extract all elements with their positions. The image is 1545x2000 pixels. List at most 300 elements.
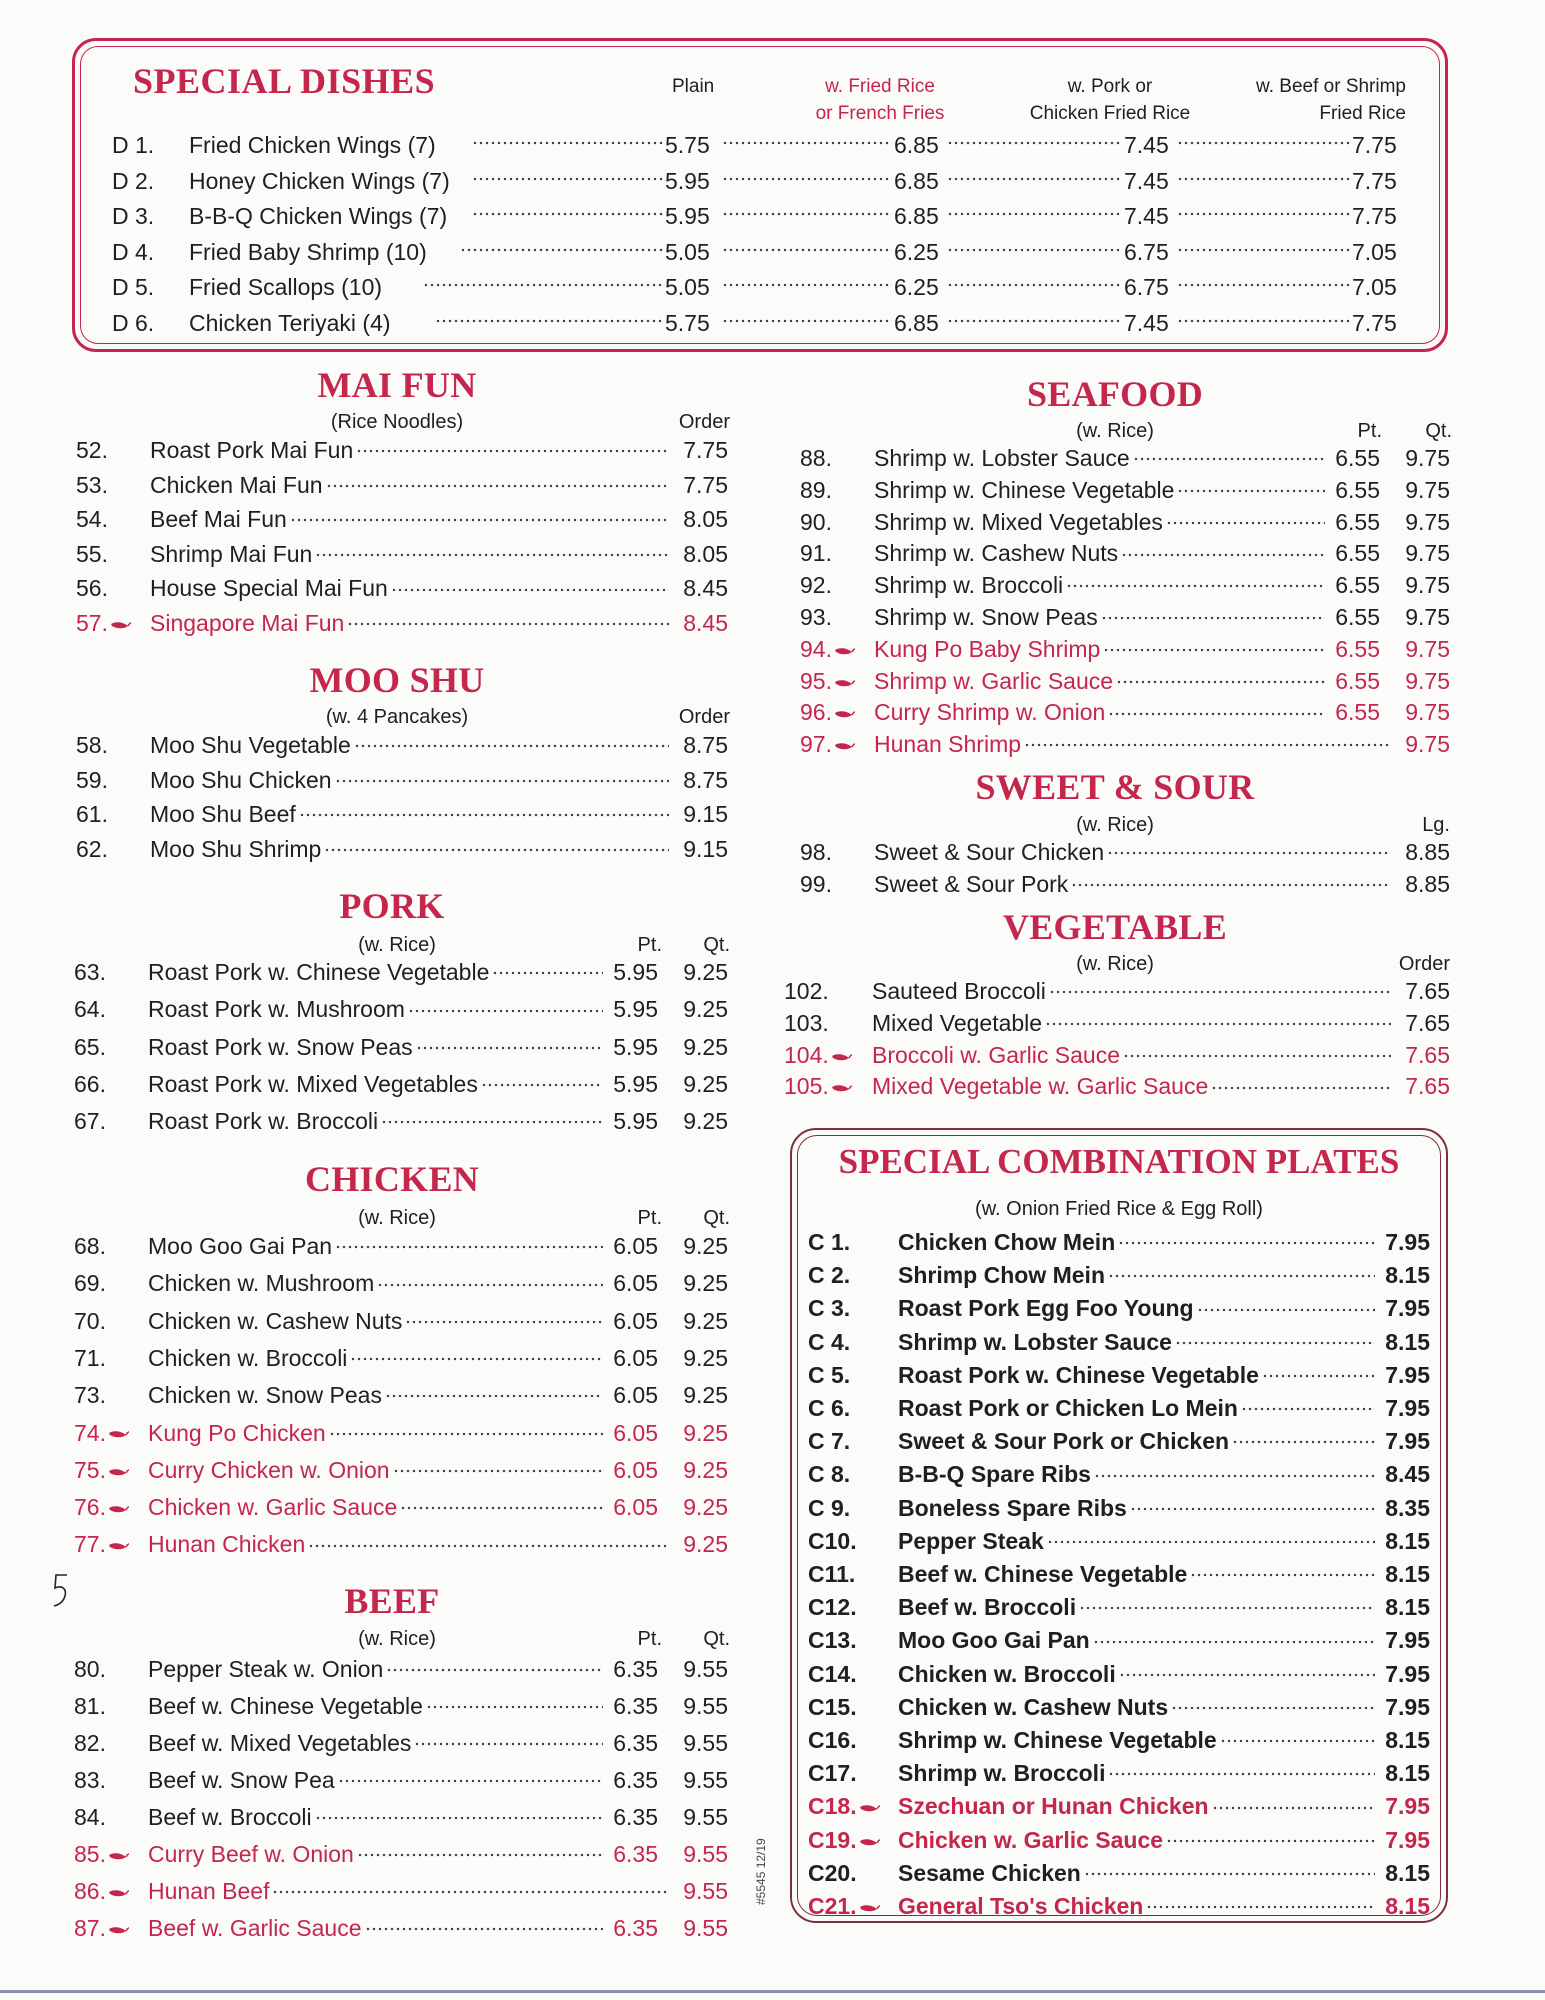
price-pork-rice: 7.45	[1124, 167, 1169, 194]
item-number-text: 62.	[76, 835, 108, 862]
leader-dots	[338, 1765, 603, 1788]
combo-price: 8.15	[1385, 1859, 1430, 1886]
beef-row	[74, 1800, 728, 1834]
dish-code: D 4.	[112, 238, 155, 265]
price-pint: 6.55	[1335, 540, 1380, 567]
price-pint: 5.95	[613, 1070, 658, 1097]
mai-fun-row	[76, 502, 728, 536]
price-quart: 9.25	[683, 1108, 728, 1135]
item-number	[74, 1266, 148, 1300]
item-number	[74, 1763, 148, 1797]
combo-price: 8.15	[1385, 1594, 1430, 1621]
header-beef-1: w. Beef or Shrimp	[1256, 76, 1406, 97]
price-quart: 9.25	[683, 1494, 728, 1521]
seafood-sub: (w. Rice)	[1076, 420, 1154, 442]
item-name: Shrimp w. Garlic Sauce	[874, 667, 1114, 694]
item-number	[74, 1874, 148, 1908]
sweet-sour-col: Lg.	[1422, 814, 1450, 836]
leader-dots	[416, 1032, 603, 1055]
combination-row	[808, 1558, 1430, 1591]
vegetable-col: Order	[1398, 953, 1450, 975]
item-number-text: 70.	[74, 1307, 106, 1334]
price-pint: 6.05	[613, 1307, 658, 1334]
leader-dots	[1094, 1459, 1375, 1482]
price-quart: 9.55	[683, 1878, 728, 1904]
item-number-text: 94.	[800, 635, 832, 662]
price-fried-rice: 6.25	[894, 238, 939, 265]
item-number-text: 66.	[74, 1070, 106, 1097]
item-number	[784, 1006, 872, 1040]
hot-pepper-icon	[834, 678, 856, 688]
combination-row	[808, 1525, 1430, 1558]
combo-price: 7.95	[1385, 1428, 1430, 1455]
dish-name: Chicken Teriyaki (4)	[189, 309, 391, 336]
combination-row	[808, 1392, 1430, 1425]
leader-dots	[1084, 1858, 1375, 1881]
chicken-row	[74, 1527, 728, 1561]
sweet-sour-row	[800, 835, 1450, 869]
leader-dots	[1232, 1426, 1375, 1449]
price-quart: 9.25	[683, 1382, 728, 1409]
leader-dots	[1211, 1071, 1391, 1094]
item-number	[76, 728, 150, 762]
combo-number-text: C 8.	[808, 1461, 851, 1488]
item-number	[74, 1416, 148, 1450]
item-number	[74, 1304, 148, 1338]
price: 7.65	[1405, 1073, 1450, 1100]
price-quart: 9.25	[683, 1419, 728, 1446]
leader-dots	[356, 435, 669, 458]
chicken-row	[74, 1378, 728, 1412]
item-number-text: 77.	[74, 1531, 106, 1558]
combination-row	[808, 1790, 1430, 1823]
special-dish-row	[112, 305, 1407, 341]
item-name: Shrimp w. Broccoli	[874, 572, 1064, 599]
item-name: Moo Shu Beef	[150, 801, 296, 828]
item-number-text: 53.	[76, 471, 108, 498]
price-quart: 9.75	[1405, 445, 1450, 471]
price-quart: 9.25	[683, 959, 728, 985]
price-quart: 9.25	[683, 1233, 728, 1259]
pork-row	[74, 955, 728, 989]
combo-name: B-B-Q Spare Ribs	[898, 1461, 1091, 1488]
combo-number	[808, 1359, 898, 1392]
item-number-text: 103.	[784, 1009, 829, 1036]
beef-title: BEEF	[344, 1581, 440, 1621]
item-number-text: 81.	[74, 1693, 106, 1719]
price-plain: 5.75	[665, 309, 710, 336]
price-quart: 9.25	[683, 1531, 728, 1558]
combo-name: Boneless Spare Ribs	[898, 1494, 1127, 1521]
moo-shu-sub: (w. 4 Pancakes)	[325, 706, 469, 728]
chicken-row	[74, 1490, 728, 1524]
price-beef-rice: 7.75	[1352, 309, 1397, 336]
price-pint: 6.05	[613, 1494, 658, 1521]
item-name: Chicken w. Broccoli	[148, 1344, 348, 1371]
price-pint: 6.35	[613, 1804, 658, 1830]
combo-number-text: C19.	[808, 1826, 857, 1853]
hot-pepper-icon	[108, 1925, 130, 1935]
item-number	[74, 992, 148, 1026]
seafood-row	[800, 568, 1450, 602]
leader-dots	[1047, 1526, 1375, 1549]
price-beef-rice: 7.75	[1352, 167, 1397, 194]
combo-price: 7.95	[1385, 1793, 1430, 1820]
price: 7.65	[1405, 978, 1450, 1004]
item-number	[76, 571, 150, 605]
item-number	[74, 1453, 148, 1487]
price-pork-rice: 6.75	[1124, 238, 1169, 265]
price-pork-rice: 7.45	[1124, 132, 1169, 158]
item-number	[800, 473, 874, 507]
price: 8.75	[683, 732, 728, 758]
item-number-text: 76.	[74, 1494, 106, 1521]
combo-name: General Tso's Chicken	[898, 1893, 1144, 1919]
price-fried-rice: 6.25	[894, 274, 939, 300]
leader-dots	[1118, 1227, 1375, 1250]
mai-fun-col: Order	[678, 411, 730, 433]
combination-row	[808, 1824, 1430, 1857]
price-quart: 9.25	[683, 1456, 728, 1483]
combo-number-text: C11.	[808, 1561, 856, 1587]
combo-number	[808, 1790, 898, 1823]
item-number-text: 59.	[76, 766, 108, 793]
special-dish-row	[112, 127, 1407, 163]
price: 7.75	[683, 437, 728, 463]
price: 8.85	[1405, 870, 1450, 897]
combo-price: 7.95	[1385, 1660, 1430, 1687]
price-plain: 5.95	[665, 167, 710, 194]
special-dish-row	[112, 198, 1407, 234]
combination-row	[808, 1292, 1430, 1325]
item-number-text: 69.	[74, 1270, 106, 1297]
chicken-sub: (w. Rice)	[358, 1207, 436, 1229]
item-number-text: 96.	[800, 699, 832, 726]
item-number	[76, 502, 150, 536]
leader-dots	[290, 504, 669, 527]
hot-pepper-icon	[108, 1851, 130, 1861]
item-name: Chicken w. Mushroom	[148, 1270, 375, 1297]
item-number	[800, 441, 874, 475]
item-name: Beef w. Garlic Sauce	[148, 1915, 362, 1941]
leader-dots	[1116, 666, 1325, 689]
pork-col-qt: Qt.	[703, 934, 730, 956]
leader-dots	[492, 957, 603, 980]
item-name: Roast Pork w. Broccoli	[148, 1108, 379, 1135]
item-name: Moo Goo Gai Pan	[148, 1233, 333, 1259]
price-plain: 5.05	[665, 274, 710, 300]
combo-name: Moo Goo Gai Pan	[898, 1627, 1090, 1654]
combo-price: 8.45	[1385, 1461, 1430, 1488]
combo-number	[808, 1226, 898, 1259]
leader-dots	[308, 1529, 669, 1552]
combo-number	[808, 1326, 898, 1359]
item-name: Roast Pork Mai Fun	[150, 437, 354, 463]
price-pint: 6.05	[613, 1344, 658, 1371]
combo-number-text: C 3.	[808, 1295, 851, 1322]
beef-sub: (w. Rice)	[358, 1628, 436, 1650]
combo-number-text: C 2.	[808, 1262, 851, 1289]
combo-number	[808, 1824, 898, 1857]
leader-dots	[1175, 1327, 1375, 1350]
combo-number	[808, 1492, 898, 1525]
leader-dots	[335, 1231, 603, 1254]
beef-row	[74, 1652, 728, 1686]
vegetable-title: VEGETABLE	[1002, 907, 1228, 947]
mai-fun-sub: (Rice Noodles)	[330, 411, 464, 433]
combo-name: Shrimp w. Broccoli	[898, 1760, 1106, 1787]
pork-col-pt: Pt.	[637, 934, 662, 956]
combo-number	[808, 1724, 898, 1757]
combination-row	[808, 1259, 1430, 1292]
item-number-text: 64.	[74, 996, 106, 1023]
bottom-rule	[0, 1990, 1545, 1993]
vegetable-row	[784, 1038, 1450, 1072]
combination-row	[808, 1492, 1430, 1525]
leader-dots	[272, 1876, 669, 1899]
sweet-sour-sub: (w. Rice)	[1076, 814, 1154, 836]
item-number-text: 71.	[74, 1344, 106, 1371]
seafood-row	[800, 664, 1450, 698]
item-number-text: 104.	[784, 1041, 829, 1068]
combo-number	[808, 1658, 898, 1691]
price: 8.85	[1405, 839, 1450, 865]
vegetable-sub: (w. Rice)	[1076, 953, 1154, 975]
beef-row	[74, 1911, 728, 1945]
item-name: Beef w. Mixed Vegetables	[148, 1730, 412, 1756]
price-pint: 6.55	[1335, 445, 1380, 471]
price-quart: 9.75	[1405, 731, 1450, 758]
combo-number-text: C21.	[808, 1893, 857, 1919]
moo-shu-row	[76, 797, 728, 831]
item-number-text: 99.	[800, 870, 832, 897]
combo-name: Sweet & Sour Pork or Chicken	[898, 1428, 1230, 1455]
item-number-text: 82.	[74, 1730, 106, 1756]
price-fried-rice: 6.85	[894, 203, 939, 229]
price-pint: 6.35	[613, 1767, 658, 1793]
combination-plates-sub: (w. Onion Fried Rice & Egg Roll)	[975, 1198, 1263, 1220]
combo-price: 7.95	[1385, 1826, 1430, 1853]
combination-row	[808, 1624, 1430, 1657]
item-number	[76, 797, 150, 831]
pork-row	[74, 1030, 728, 1064]
combo-name: Sesame Chicken	[898, 1859, 1081, 1886]
combination-row	[808, 1691, 1430, 1724]
price-pint: 5.95	[613, 1108, 658, 1135]
combination-row	[808, 1359, 1430, 1392]
price-pint: 6.55	[1335, 476, 1380, 503]
leader-dots	[1121, 538, 1325, 561]
item-name: Roast Pork w. Snow Peas	[148, 1033, 413, 1060]
item-name: Pepper Steak w. Onion	[148, 1656, 384, 1682]
combo-number-text: C12.	[808, 1594, 857, 1621]
combo-name: Beef w. Chinese Vegetable	[898, 1561, 1188, 1587]
pork-row	[74, 992, 728, 1026]
leader-dots	[1166, 507, 1325, 530]
leader-dots	[347, 608, 669, 631]
print-code: #5545 12/19	[754, 1838, 768, 1905]
vegetable-row	[784, 1069, 1450, 1103]
combination-row	[808, 1658, 1430, 1691]
leader-dots	[1045, 1008, 1391, 1031]
combo-number	[808, 1292, 898, 1325]
item-name: Roast Pork w. Chinese Vegetable	[148, 959, 490, 985]
item-number	[800, 568, 874, 602]
combo-name: Szechuan or Hunan Chicken	[898, 1793, 1209, 1820]
chicken-row	[74, 1304, 728, 1338]
leader-dots	[1049, 976, 1391, 999]
special-dish-row	[112, 234, 1407, 270]
price-pint: 6.05	[613, 1419, 658, 1446]
mai-fun-row	[76, 606, 728, 640]
item-number-text: 89.	[800, 476, 832, 503]
item-number-text: 61.	[76, 801, 108, 828]
leader-dots	[385, 1380, 603, 1403]
pork-title: PORK	[339, 886, 445, 926]
leader-dots	[329, 1418, 603, 1441]
mai-fun-row	[76, 433, 728, 467]
price-plain: 5.05	[665, 238, 710, 265]
price-fried-rice: 6.85	[894, 167, 939, 194]
leader-dots	[400, 1492, 603, 1515]
price-quart: 9.55	[683, 1656, 728, 1682]
item-number	[74, 1067, 148, 1101]
pencil-mark	[52, 1572, 72, 1617]
combo-number-text: C16.	[808, 1727, 857, 1753]
item-name: Beef w. Chinese Vegetable	[148, 1693, 423, 1719]
price-quart: 9.25	[683, 1344, 728, 1371]
combo-price: 8.15	[1385, 1262, 1430, 1289]
leader-dots	[1133, 443, 1325, 466]
item-number-text: 90.	[800, 508, 832, 535]
price-plain: 5.95	[665, 203, 710, 229]
item-name: Hunan Shrimp	[874, 731, 1022, 758]
leader-dots	[426, 1691, 603, 1714]
item-number-text: 87.	[74, 1915, 106, 1941]
price-pint: 6.35	[613, 1656, 658, 1682]
price-quart: 9.55	[683, 1841, 728, 1867]
item-number-text: 74.	[74, 1419, 106, 1446]
combo-number	[808, 1624, 898, 1657]
price-quart: 9.55	[683, 1767, 728, 1793]
seafood-col-qt: Qt.	[1425, 420, 1452, 442]
combo-number	[808, 1458, 898, 1491]
combo-number-text: C18.	[808, 1793, 857, 1820]
combo-number-text: C 6.	[808, 1395, 851, 1421]
seafood-row	[800, 727, 1450, 761]
combo-name: Chicken w. Garlic Sauce	[898, 1826, 1164, 1853]
price-quart: 9.25	[683, 1070, 728, 1097]
leader-dots	[1119, 1659, 1375, 1682]
combo-price: 8.15	[1385, 1893, 1430, 1919]
price-pint: 6.55	[1335, 699, 1380, 726]
dish-name: Fried Chicken Wings (7)	[189, 132, 436, 158]
pork-row	[74, 1104, 728, 1138]
leader-dots	[326, 470, 669, 493]
item-name: Mixed Vegetable w. Garlic Sauce	[872, 1073, 1209, 1100]
combination-row	[808, 1425, 1430, 1458]
price-pint: 6.35	[613, 1915, 658, 1941]
combination-row	[808, 1890, 1430, 1923]
price-quart: 9.55	[683, 1915, 728, 1941]
hot-pepper-icon	[834, 741, 856, 751]
price-quart: 9.55	[683, 1730, 728, 1756]
leader-dots	[405, 1306, 603, 1329]
item-number-text: 54.	[76, 506, 108, 533]
combo-number	[808, 1857, 898, 1890]
price-quart: 9.75	[1405, 699, 1450, 726]
combination-row	[808, 1326, 1430, 1359]
header-pork-1: w. Pork or	[1067, 76, 1153, 97]
beef-row	[74, 1763, 728, 1797]
combo-number	[808, 1558, 898, 1591]
header-beef-2: Fried Rice	[1319, 103, 1406, 124]
price-pint: 6.55	[1335, 604, 1380, 630]
hot-pepper-icon	[859, 1837, 881, 1847]
combo-number-text: C14.	[808, 1660, 857, 1687]
leader-dots	[414, 1728, 603, 1751]
header-fried-rice-2: or French Fries	[815, 103, 945, 124]
price: 8.45	[683, 610, 728, 636]
item-number	[74, 1689, 148, 1723]
price-quart: 9.75	[1405, 667, 1450, 694]
combination-row	[808, 1591, 1430, 1624]
header-fried-rice-1: w. Fried Rice	[825, 76, 935, 97]
item-name: Sauteed Broccoli	[872, 978, 1046, 1004]
item-number	[74, 1378, 148, 1412]
item-number-text: 75.	[74, 1456, 106, 1483]
leader-dots	[1024, 729, 1391, 752]
price-pint: 6.05	[613, 1382, 658, 1409]
price-beef-rice: 7.75	[1352, 203, 1397, 229]
dish-code: D 3.	[112, 203, 155, 229]
hot-pepper-icon	[108, 1467, 130, 1477]
combo-name: Chicken w. Cashew Nuts	[898, 1693, 1169, 1720]
leader-dots	[1166, 1825, 1375, 1848]
item-number-text: 55.	[76, 540, 108, 567]
item-number-text: 85.	[74, 1841, 106, 1867]
item-number-text: 63.	[74, 959, 106, 985]
item-name: Moo Shu Vegetable	[150, 732, 351, 758]
item-number-text: 52.	[76, 437, 108, 463]
price-quart: 9.25	[683, 1270, 728, 1297]
vegetable-row	[784, 1006, 1450, 1040]
item-number	[74, 1911, 148, 1945]
item-number-text: 97.	[800, 731, 832, 758]
special-dish-row	[112, 163, 1407, 199]
item-number-text: 84.	[74, 1804, 106, 1830]
item-number	[74, 1652, 148, 1686]
leader-dots	[1190, 1559, 1375, 1582]
item-number-text: 73.	[74, 1382, 106, 1409]
chicken-col-qt: Qt.	[703, 1207, 730, 1229]
dish-name: Honey Chicken Wings (7)	[189, 167, 450, 194]
hot-pepper-icon	[108, 1429, 130, 1439]
item-name: Shrimp w. Chinese Vegetable	[874, 476, 1175, 503]
item-name: Shrimp w. Lobster Sauce	[874, 445, 1130, 471]
item-name: Moo Shu Shrimp	[150, 835, 322, 862]
price-fried-rice: 6.85	[894, 132, 939, 158]
combo-number-text: C 7.	[808, 1428, 851, 1455]
price-plain: 5.75	[665, 132, 710, 158]
combo-price: 8.15	[1385, 1760, 1430, 1787]
combo-number-text: C20.	[808, 1859, 857, 1886]
leader-dots	[357, 1839, 603, 1862]
item-number-text: 98.	[800, 839, 832, 865]
dish-name: Fried Baby Shrimp (10)	[189, 238, 427, 265]
item-name: Beef Mai Fun	[150, 506, 287, 533]
leader-dots	[481, 1069, 603, 1092]
